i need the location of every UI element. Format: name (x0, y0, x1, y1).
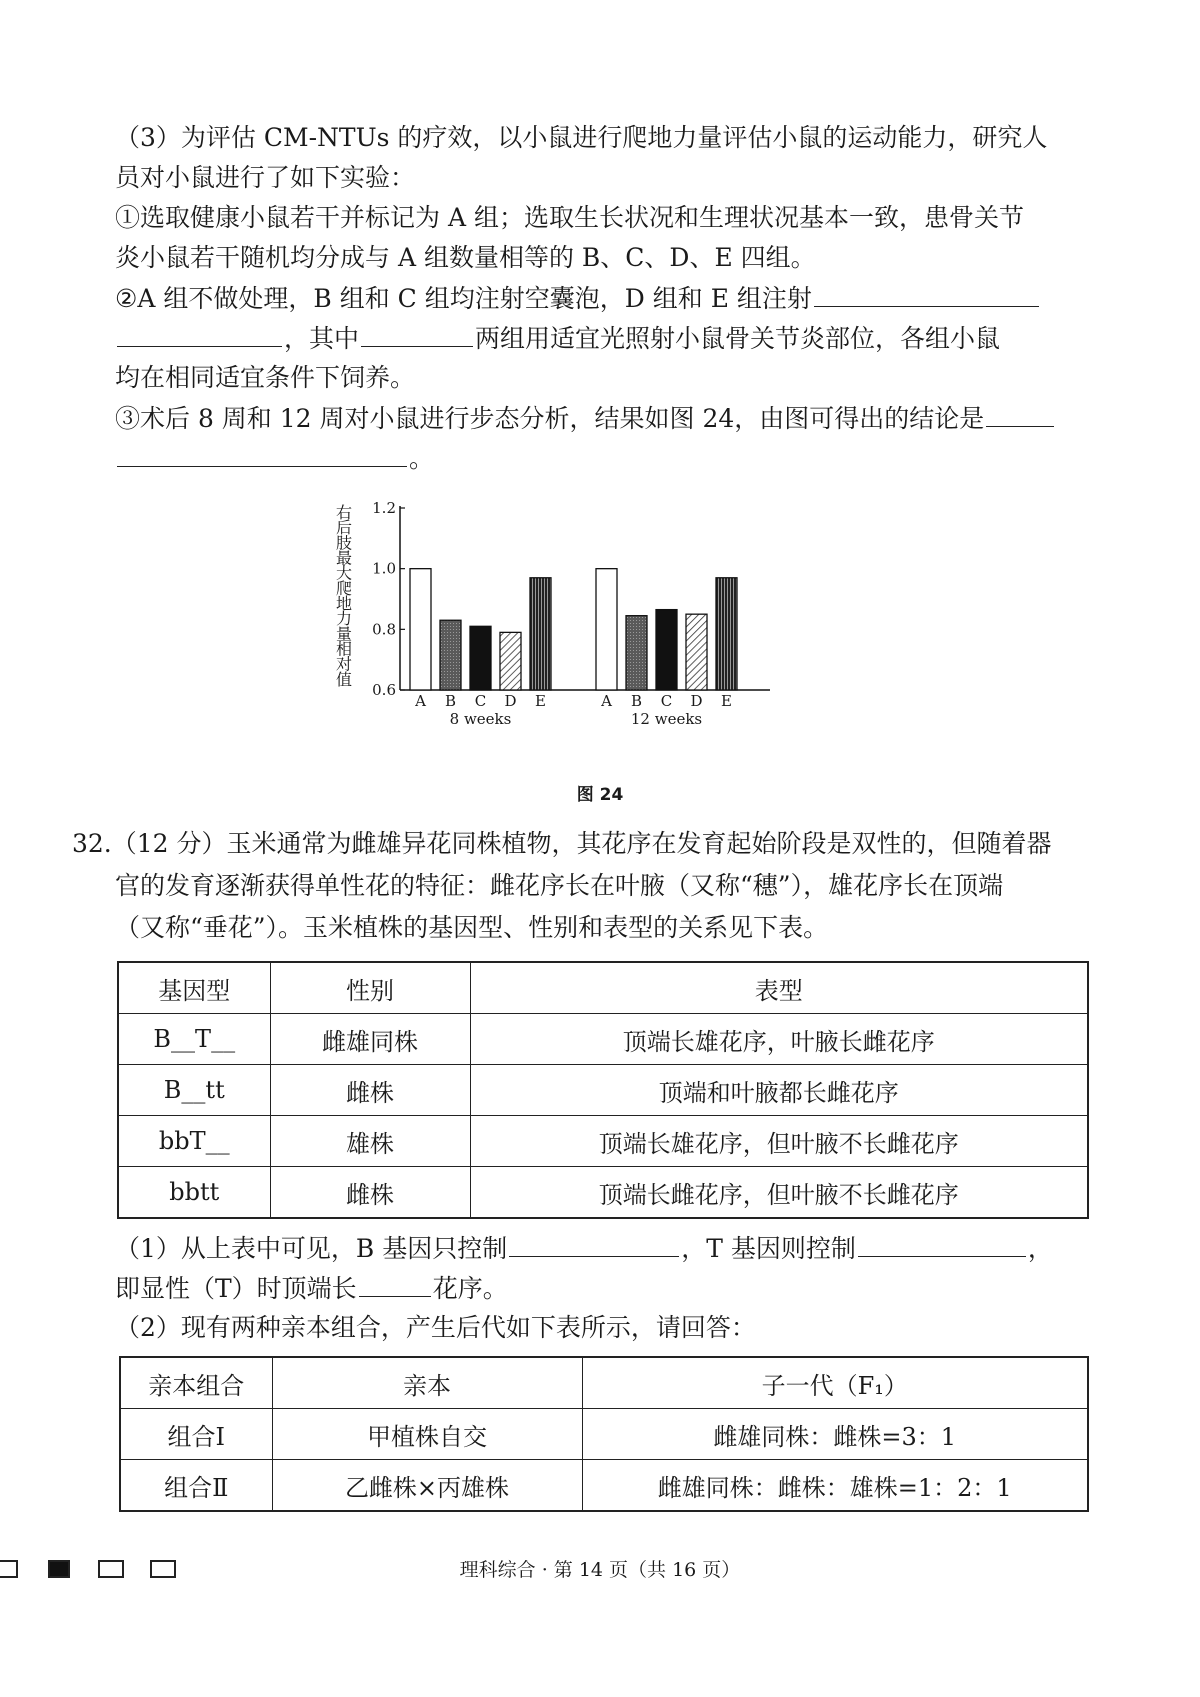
answer-blank-b-gene[interactable] (509, 1228, 679, 1257)
chart-bars (410, 569, 737, 690)
table-row (118, 1167, 1088, 1219)
y-axis-label-char: 大 (335, 563, 353, 583)
header-sex: 性别 (270, 962, 470, 1014)
cell-genotype: B__T__ (118, 1014, 270, 1065)
cell-combo: 组合Ⅰ (120, 1409, 272, 1460)
figure-24-chart (335, 499, 800, 770)
x-tick-label: E (535, 692, 546, 710)
x-tick-label: D (504, 692, 517, 710)
table-row (120, 1409, 1088, 1460)
answer-blank-d-e-injection[interactable] (814, 278, 1039, 307)
q3-line-5-text: ②A 组不做处理，B 组和 C 组均注射空囊泡，D 组和 E 组注射 (115, 284, 812, 313)
group-label: 8 weeks (449, 710, 512, 728)
q3-line-2: 员对小鼠进行了如下实验： (115, 163, 416, 192)
x-tick-label: A (601, 692, 612, 710)
table-row (118, 1065, 1088, 1116)
bar-b (440, 620, 461, 690)
page-footer: 理科综合 · 第 14 页（共 16 页） (459, 1559, 741, 1581)
x-tick-label: E (721, 692, 732, 710)
q3-line-1: （3）为评估 CM-NTUs 的疗效，以小鼠进行爬地力量评估小鼠的运动能力，研究人 (115, 123, 1048, 152)
header-f1: 子一代（F₁） (582, 1357, 1088, 1409)
x-tick-label: B (630, 692, 643, 710)
y-axis-label-char: 最 (335, 548, 353, 568)
q3-line-9-end: 。 (409, 444, 435, 473)
y-axis-label-char: 右 (335, 503, 353, 522)
cell-sex: 雌雄同株 (270, 1014, 470, 1065)
cell-phenotype: 顶端长雄花序，叶腋长雌花序 (470, 1014, 1088, 1065)
table-row (118, 1116, 1088, 1167)
q3-line-3: ①选取健康小鼠若干并标记为 A 组；选取生长状况和生理状况基本一致，患骨关节 (115, 203, 1024, 232)
cell-combo: 组合Ⅱ (120, 1460, 272, 1512)
figure-caption: 图 24 (576, 785, 624, 805)
bar-a (410, 569, 431, 690)
cell-phenotype: 顶端长雄花序，但叶腋不长雌花序 (470, 1116, 1088, 1167)
cell-genotype: bbT__ (118, 1116, 270, 1167)
q32-sub1-line-1 (115, 1228, 1090, 1269)
q3-line-7: 均在相同适宜条件下饲养。 (115, 363, 416, 392)
y-tick-label: 1.2 (372, 499, 396, 517)
bar-d (686, 614, 707, 690)
answer-blank-d-e-injection-cont[interactable] (117, 318, 282, 347)
q3-line-4: 炎小鼠若干随机均分成与 A 组数量相等的 B、C、D、E 四组。 (115, 243, 816, 272)
y-tick-label: 1.0 (372, 559, 396, 578)
y-axis-label-char: 相 (335, 639, 353, 659)
table-header-row (118, 962, 1088, 1014)
cell-sex: 雌株 (270, 1167, 470, 1219)
cell-f1: 雌雄同株：雌株=3：1 (582, 1409, 1088, 1460)
bar-chart (335, 499, 800, 770)
y-tick-label: 0.6 (372, 681, 396, 699)
x-tick-label: C (660, 692, 673, 710)
y-axis-label-char: 后 (335, 518, 353, 538)
bar-d (500, 632, 521, 690)
q32-sub1-text-b: ，T 基因则控制 (681, 1234, 856, 1263)
q32-sub1-line-2 (115, 1268, 1090, 1309)
y-axis-label-char: 值 (335, 669, 353, 689)
cell-parents: 乙雌株×丙雄株 (272, 1460, 582, 1512)
cell-genotype: B__tt (118, 1065, 270, 1116)
y-axis-label-char: 量 (335, 624, 353, 644)
header-genotype: 基因型 (118, 962, 270, 1014)
q32-line-3: （又称“垂花”）。玉米植株的基因型、性别和表型的关系见下表。 (115, 913, 829, 942)
q3-line-5 (115, 278, 1090, 319)
group-label: 12 weeks (630, 710, 703, 728)
q32-sub1-text-c: ， (1027, 1234, 1053, 1263)
bar-b (626, 616, 647, 690)
q3-line-6-text-b: 两组用适宜光照射小鼠骨关节炎部位，各组小鼠 (475, 324, 1001, 353)
answer-blank-conclusion[interactable] (986, 398, 1054, 427)
q3-line-6 (115, 318, 1090, 359)
cell-phenotype: 顶端长雌花序，但叶腋不长雌花序 (470, 1167, 1088, 1219)
answer-blank-light-groups[interactable] (361, 318, 473, 347)
y-axis-label-char: 爬 (335, 578, 353, 598)
header-parent-combo: 亲本组合 (120, 1357, 272, 1409)
y-axis-label-char: 力 (335, 609, 353, 629)
x-tick-label: B (444, 692, 457, 710)
cell-sex: 雌株 (270, 1065, 470, 1116)
answer-blank-top-inflorescence[interactable] (359, 1268, 431, 1297)
header-phenotype: 表型 (470, 962, 1088, 1014)
genotype-table (117, 961, 1089, 1219)
q32-sub2-line: （2）现有两种亲本组合，产生后代如下表所示，请回答： (115, 1313, 756, 1342)
table-row (118, 1014, 1088, 1065)
q3-line-8-text: ③术后 8 周和 12 周对小鼠进行步态分析，结果如图 24，由图可得出的结论是 (115, 404, 985, 433)
x-tick-label: C (474, 692, 487, 710)
cross-table (119, 1356, 1089, 1512)
q32-line-2: 官的发育逐渐获得单性花的特征：雌花序长在叶腋（又称“穗”），雄花序长在顶端 (115, 871, 1004, 900)
header-parents: 亲本 (272, 1357, 582, 1409)
bar-a (596, 569, 617, 690)
table-row (120, 1460, 1088, 1512)
cell-parents: 甲植株自交 (272, 1409, 582, 1460)
x-tick-label: A (415, 692, 426, 710)
q32-sub1-text-d: 即显性（T）时顶端长 (115, 1274, 357, 1303)
bar-c (656, 610, 677, 690)
cell-genotype: bbtt (118, 1167, 270, 1219)
table-header-row (120, 1357, 1088, 1409)
bar-e (716, 578, 737, 690)
answer-blank-t-gene[interactable] (858, 1228, 1026, 1257)
cell-f1: 雌雄同株：雌株：雄株=1：2：1 (582, 1460, 1088, 1512)
y-axis-label-char: 肢 (335, 533, 353, 553)
q3-line-8 (115, 398, 1090, 439)
q32-sub1-text-e: 花序。 (432, 1274, 508, 1303)
cell-sex: 雄株 (270, 1116, 470, 1167)
y-axis-label (336, 503, 352, 689)
q32-line-1: 32.（12 分）玉米通常为雌雄异花同株植物，其花序在发育起始阶段是双性的，但随着器 (72, 829, 1052, 858)
answer-blank-conclusion-cont[interactable] (117, 438, 407, 467)
y-axis-label-char: 对 (335, 654, 353, 674)
x-tick-label: D (690, 692, 703, 710)
cell-phenotype: 顶端和叶腋都长雌花序 (470, 1065, 1088, 1116)
bar-e (530, 578, 551, 690)
q32-sub1-text-a: （1）从上表中可见，B 基因只控制 (115, 1234, 508, 1263)
q3-line-9 (115, 438, 1090, 479)
y-tick-label: 0.8 (372, 620, 396, 639)
q3-line-6-text-a: ，其中 (284, 324, 360, 353)
bar-c (470, 626, 491, 690)
y-axis-label-char: 地 (335, 594, 353, 613)
